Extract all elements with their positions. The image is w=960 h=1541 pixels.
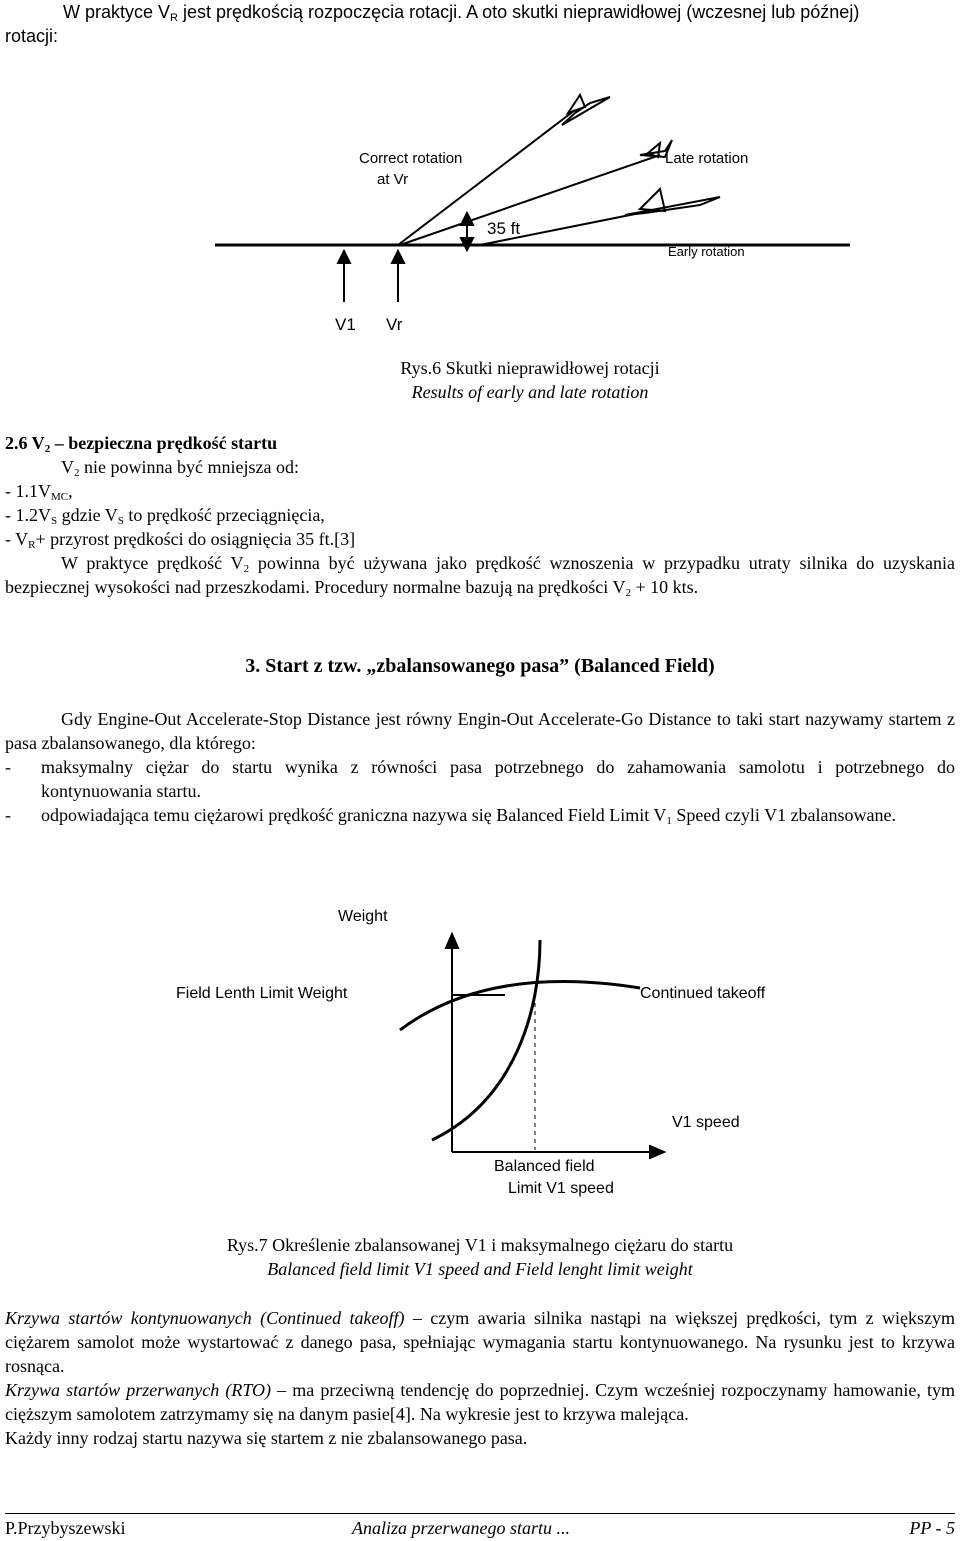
label-limit-v1-speed: Limit V1 speed: [508, 1180, 614, 1197]
section-3-paragraph: Gdy Engine-Out Accelerate-Stop Distance jest równy Engin-Out Accelerate-Go Distance to taki start nazywamy startem z pasa zbalansowanego, dla którego:: [5, 709, 955, 753]
other-start-paragraph: Każdy inny rodzaj startu nazywa się startem z nie zbalansowanego pasa.: [5, 1428, 528, 1448]
vr-arrow: [392, 251, 404, 302]
list-item: - $1.2V_S$ gdzie $V_S$ to prędkość przeciągnięcia,: [5, 505, 325, 527]
label-v1: V1: [335, 315, 356, 334]
label-balanced-field: Balanced field: [494, 1158, 595, 1175]
label-early-rotation: Early rotation: [668, 244, 745, 259]
late-rotation-path: [400, 155, 660, 245]
intro-paragraph: W praktyce $V_R$ jest prędkością rozpoczęcia rotacji. A oto skutki nieprawidłowej (wczesnej lub późnej) rotacji:: [5, 2, 860, 46]
figure-6-caption-pl: Rys.6 Skutki nieprawidłowej rotacji: [400, 358, 660, 378]
figure-6-caption: [330, 356, 730, 404]
label-field-length-limit-weight: Field Lenth Limit Weight: [176, 985, 348, 1002]
label-at-vr: at Vr: [377, 171, 409, 188]
figure-6-caption-en: Results of early and late rotation: [411, 382, 649, 402]
figure-7-caption: [5, 1233, 955, 1281]
rto-paragraph: Krzywa startów przerwanych (RTO) – ma przeciwną tendencję do poprzedniej. Czym wcześniej rozpoczynamy hamowanie, tym cięższym samolotem zatrzymamy się na danym pasie[4]. Na wykresie jest to krzywa malejąca.: [5, 1380, 956, 1424]
weight-axis: [446, 934, 458, 1152]
label-vr: Vr: [386, 315, 403, 334]
footer-page: PP - 5: [909, 1518, 955, 1538]
rto-curve: [432, 940, 540, 1140]
list-item: - $V_R+$ przyrost prędkości do osiągnięcia 35 ft.[3]: [5, 529, 356, 551]
section-3-body: [5, 707, 955, 827]
figure-7-balanced-field-diagram: [0, 900, 960, 1220]
list-item: - $1.1V_{MC}$,: [5, 481, 73, 503]
footer-rule: [5, 1513, 955, 1514]
section-2-6-heading: 2.6 $V_2$ – bezpieczna prędkość startu: [5, 433, 278, 455]
section-2-6: [5, 431, 955, 599]
label-v1-speed: V1 speed: [672, 1114, 740, 1131]
footer-author: P.Przybyszewski: [5, 1518, 126, 1538]
plane-correct-icon: [562, 95, 610, 125]
figure-6-rotation-diagram: [0, 85, 960, 345]
figure-7-caption-en: Balanced field limit V1 speed and Field lenght limit weight: [267, 1259, 693, 1279]
label-weight: Weight: [338, 908, 388, 925]
label-late-rotation: Late rotation: [665, 150, 749, 167]
plane-early-icon: [625, 189, 720, 215]
section-3-heading: 3. Start z tzw. „zbalansowanego pasa” (Balanced Field): [245, 655, 715, 677]
continued-takeoff-curve: [400, 981, 640, 1030]
figure-7-caption-pl: Rys.7 Określenie zbalansowanej V1 i maksymalnego ciężaru do startu: [226, 1235, 734, 1255]
speed-axis: [452, 1146, 664, 1158]
list-item: - odpowiadająca temu ciężarowi prędkość graniczna nazywa się Balanced Field Limit $V_1$ Speed czyli V1 zbalansowane.: [5, 805, 897, 827]
label-correct-rotation: Correct rotation: [359, 150, 463, 167]
section-2-6-paragraph: W praktyce prędkość $V_2$ powinna być używana jako prędkość wznoszenia w przypadku utraty silnika do uzyskania bezpiecznej wysokości nad przeszkodami. Procedury normalne bazują na prędkości $V_2 + 10$ kts.: [5, 553, 955, 599]
closing-text: [5, 1306, 955, 1450]
footer-title: Analiza przerwanego startu ...: [352, 1518, 571, 1538]
list-item: - maksymalny ciężar do startu wynika z równości pasa potrzebnego do zahamowania samolotu i potrzebnego do kontynuowania startu.: [5, 757, 955, 801]
label-35ft: 35 ft: [487, 219, 521, 238]
v1-arrow: [338, 251, 350, 302]
label-continued-takeoff: Continued takeoff: [640, 985, 766, 1002]
section-2-6-intro-line: $V_2$ nie powinna być mniejsza od:: [61, 457, 299, 479]
continued-takeoff-paragraph: Krzywa startów kontynuowanych (Continued takeoff) – czym awaria silnika nastąpi na większej prędkości, tym z większym ciężarem samolot może wystartować z danego pasa, spełniając wymagania startu kontynuowanego. Na rysunku jest to krzywa rosnąca.: [5, 1308, 955, 1376]
